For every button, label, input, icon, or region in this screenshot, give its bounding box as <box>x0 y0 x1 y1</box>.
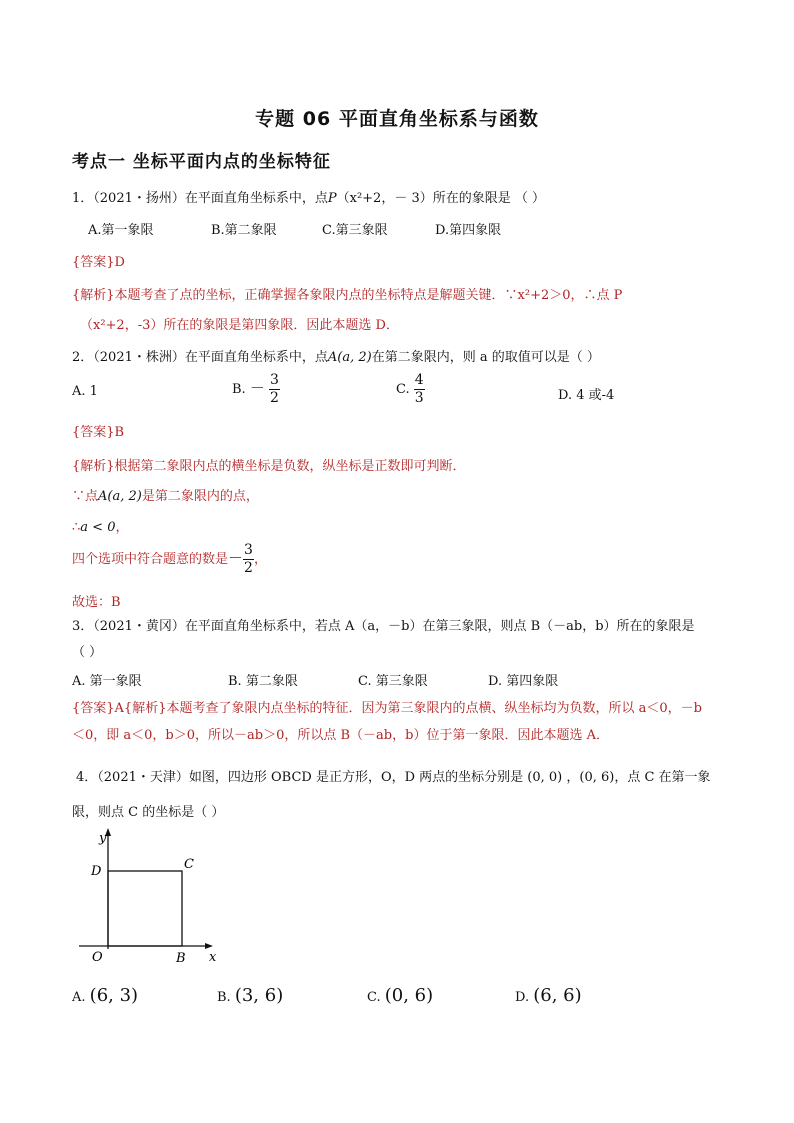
q4-option-d-label: D. <box>515 990 530 1005</box>
q1-stem-prefix: 1．（2021・扬州）在平面直角坐标系中，点 <box>72 191 328 206</box>
page-title: 专题 06 平面直角坐标系与函数 <box>255 108 539 130</box>
q2-analysis-line1: {解析}根据第二象限内点的横坐标是负数，纵坐标是正数即可判断． <box>72 459 466 474</box>
q1-stem <box>72 187 545 206</box>
q3-option-d: D. 第四象限 <box>488 674 559 689</box>
q2-option-d: D. 4 或-4 <box>558 388 615 403</box>
q4-option-b-label: B. <box>217 990 231 1005</box>
q2-stem <box>72 346 600 365</box>
q4-option-b-value: (3, 6) <box>234 985 284 1006</box>
q2-because-point: A(a, 2) <box>98 489 142 504</box>
q2-option-b <box>232 372 280 407</box>
q3-option-c: C. 第三象限 <box>358 674 428 689</box>
q3-analysis-line2: ＜0，即 a＜0，b＞0，所以－ab＞0，所以点 B（－ab，b）位于第一象限．因此本题选 A． <box>72 728 609 743</box>
q4-option-c-value: (0, 6) <box>384 985 434 1006</box>
q2-choose: 故选：B <box>72 595 121 610</box>
q3-option-a: A. 第一象限 <box>72 674 142 689</box>
q1-analysis-line2: （x²+2，-3）所在的象限是第四象限．因此本题选 D． <box>80 318 399 333</box>
q2-option-b-sign: － <box>249 379 265 397</box>
q2-analysis-line4 <box>72 542 267 577</box>
point-o-label: O <box>92 950 103 965</box>
q4-option-b <box>217 985 283 1006</box>
q3-stem-line1: 3．（2021・黄冈）在平面直角坐标系中，若点 A（a，－b）在第三象限，则点 B（－ab，b）所在的象限是 <box>72 619 695 634</box>
q4-stem-line1: 4．（2021・天津）如图，四边形 OBCD 是正方形，O，D 两点的坐标分别是 (0, 0) ，(0, 6)，点 C 在第一象 <box>76 770 711 785</box>
q2-four-tail: ， <box>253 552 267 567</box>
q4-option-c <box>367 985 433 1006</box>
q2-option-b-numerator: 3 <box>269 372 279 388</box>
q4-option-a <box>72 985 138 1006</box>
q2-option-b-fraction <box>269 372 280 407</box>
q2-inequality: a < 0 <box>80 520 116 535</box>
q2-because: ∵点 <box>72 489 99 504</box>
q2-because-rest: 是第二象限内的点， <box>141 489 259 504</box>
square-coordinate-figure <box>75 826 235 972</box>
q2-analysis-line3 <box>72 516 128 535</box>
q2-option-b-denominator: 2 <box>269 390 279 406</box>
q4-option-d <box>515 985 582 1006</box>
square-obcd <box>108 871 182 946</box>
q4-option-a-value: (6, 3) <box>89 985 139 1006</box>
q1-option-c: C.第三象限 <box>322 223 388 238</box>
q1-option-b: B.第二象限 <box>211 223 277 238</box>
q4-stem-line2: 限，则点 C 的坐标是（ ） <box>72 805 225 820</box>
q2-option-c-numerator: 4 <box>414 372 424 388</box>
point-b-label: B <box>176 951 186 966</box>
q4-option-a-label: A. <box>72 990 86 1005</box>
q2-inequality-tail: ， <box>115 520 129 535</box>
q4-option-d-value: (6, 6) <box>533 985 582 1006</box>
q1-answer: {答案}D <box>72 255 125 270</box>
q2-option-c-fraction <box>414 372 425 407</box>
point-d-label: D <box>91 864 102 879</box>
q1-point: P <box>327 191 337 206</box>
q2-option-c <box>396 372 425 407</box>
x-axis-arrow <box>205 943 213 949</box>
q1-option-d: D.第四象限 <box>435 223 502 238</box>
q2-answer: {答案}B <box>72 425 125 440</box>
q2-option-b-label: B. <box>232 382 246 397</box>
q2-four-numerator: 3 <box>244 542 253 558</box>
q1-option-a: A.第一象限 <box>88 223 154 238</box>
q2-option-c-denominator: 3 <box>414 390 424 406</box>
q1-analysis-line1: {解析}本题考查了点的坐标，正确掌握各象限内点的坐标特点是解题关键．∵x²+2＞0，∴点 P <box>72 288 623 303</box>
q2-four-sign: － <box>228 549 244 567</box>
point-c-label: C <box>184 857 194 872</box>
q2-four-options-text: 四个选项中符合题意的数是 <box>72 552 229 567</box>
q2-stem-prefix: 2．（2021・株洲）在平面直角坐标系中，点 <box>72 350 328 365</box>
q2-analysis-line2 <box>72 485 259 504</box>
y-axis-label: y <box>99 831 107 846</box>
q2-therefore: ∴ <box>72 520 81 535</box>
q2-four-denominator: 2 <box>244 560 253 576</box>
q4-option-c-label: C. <box>367 990 381 1005</box>
x-axis-label: x <box>209 950 217 965</box>
q2-point: A(a, 2) <box>327 350 372 365</box>
section-heading: 考点一 坐标平面内点的坐标特征 <box>72 152 331 172</box>
q2-option-c-label: C. <box>396 382 410 397</box>
q3-analysis-line1: {答案}A{解析}本题考查了象限内点坐标的特征．因为第三象限内的点横、纵坐标均为负数，所以 a＜0，－b <box>72 701 702 716</box>
q2-option-a: A. 1 <box>72 384 98 399</box>
q1-stem-rest: （x²+2，－ 3）所在的象限是 （ ） <box>336 191 545 206</box>
q3-stem-line2: （ ） <box>72 645 103 660</box>
q3-option-b: B. 第二象限 <box>228 674 298 689</box>
q2-stem-rest: 在第二象限内，则 a 的取值可以是（ ） <box>371 350 600 365</box>
q2-four-fraction <box>243 542 254 577</box>
